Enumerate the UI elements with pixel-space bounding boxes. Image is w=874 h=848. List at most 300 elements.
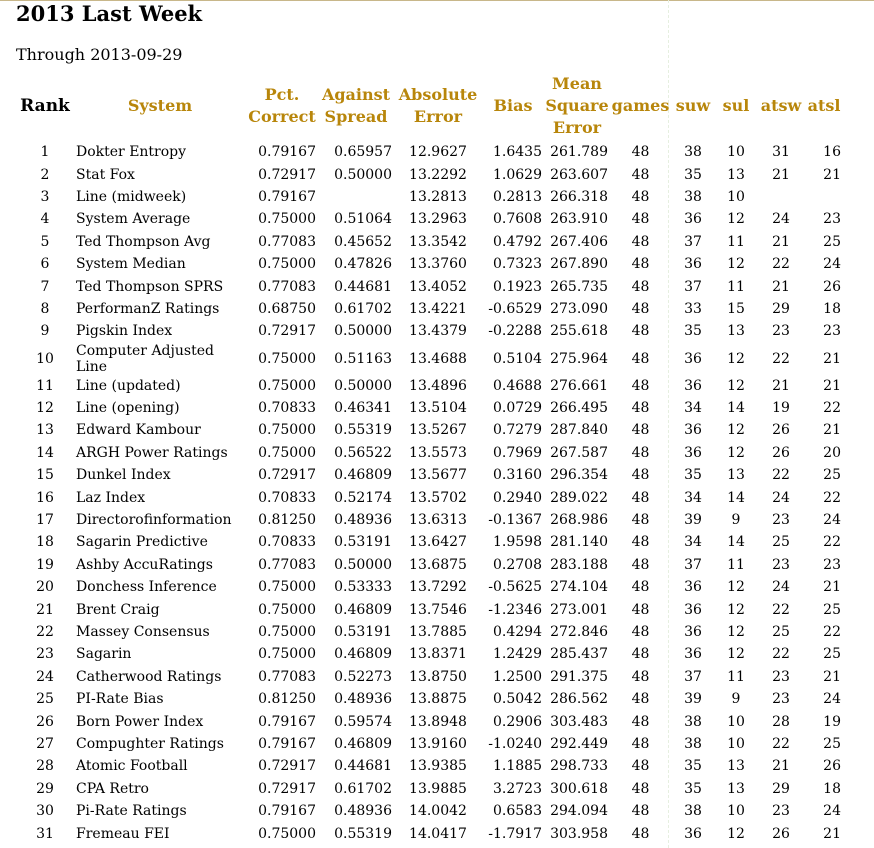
cell-bias: 1.0629 bbox=[493, 166, 542, 183]
cell-atsw: 23 bbox=[772, 691, 790, 708]
cell-atsl: 25 bbox=[823, 646, 841, 663]
cell-pct-correct: 0.68750 bbox=[258, 300, 316, 317]
table-row bbox=[16, 231, 843, 253]
cell-mse: 276.661 bbox=[550, 377, 608, 394]
cell-rank: 7 bbox=[40, 278, 50, 295]
cell-games: 48 bbox=[631, 323, 650, 340]
cell-bias: 0.1923 bbox=[493, 278, 542, 295]
cell-pct-correct: 0.81250 bbox=[258, 691, 316, 708]
cell-system: Fremeau FEI bbox=[76, 825, 170, 842]
cell-suw: 39 bbox=[684, 691, 702, 708]
table-row bbox=[16, 141, 843, 163]
cell-bias: 0.7323 bbox=[493, 256, 542, 273]
cell-suw: 37 bbox=[684, 233, 702, 250]
cell-atsw: 29 bbox=[772, 780, 790, 797]
cell-games: 48 bbox=[631, 422, 650, 439]
cell-pct-correct: 0.70833 bbox=[258, 400, 316, 417]
cell-games: 48 bbox=[631, 278, 650, 295]
cell-against-spread: 0.46809 bbox=[334, 646, 392, 663]
cell-suw: 35 bbox=[684, 758, 702, 775]
cell-mse: 267.890 bbox=[550, 256, 608, 273]
cell-suw: 36 bbox=[684, 422, 702, 439]
cell-games: 48 bbox=[631, 713, 650, 730]
cell-mse: 266.318 bbox=[550, 188, 608, 205]
cell-sul: 12 bbox=[727, 601, 745, 618]
cell-system: Sagarin bbox=[76, 646, 132, 663]
cell-bias: 1.6435 bbox=[493, 144, 542, 161]
cell-bias: 0.2906 bbox=[493, 713, 542, 730]
cell-system: CPA Retro bbox=[76, 780, 149, 797]
cell-rank: 29 bbox=[36, 780, 54, 797]
cell-rank: 27 bbox=[36, 735, 54, 752]
cell-mse: 255.618 bbox=[550, 323, 608, 340]
cell-absolute-error: 13.5573 bbox=[409, 444, 467, 461]
cell-system: Line (opening) bbox=[76, 400, 180, 417]
cell-absolute-error: 13.5702 bbox=[409, 489, 467, 506]
cell-bias: 0.2708 bbox=[493, 556, 542, 573]
cell-pct-correct: 0.81250 bbox=[258, 512, 316, 529]
table-row bbox=[16, 375, 843, 397]
cell-sul: 11 bbox=[727, 668, 745, 685]
cell-against-spread: 0.50000 bbox=[334, 166, 392, 183]
cell-rank: 8 bbox=[40, 300, 50, 317]
cell-sul: 13 bbox=[727, 323, 745, 340]
cell-pct-correct: 0.75000 bbox=[258, 377, 316, 394]
cell-absolute-error: 13.6427 bbox=[409, 534, 467, 551]
cell-atsl: 21 bbox=[823, 422, 841, 439]
cell-pct-correct: 0.79167 bbox=[258, 144, 316, 161]
header-games: games bbox=[611, 95, 670, 115]
table-row bbox=[16, 598, 843, 620]
cell-games: 48 bbox=[631, 400, 650, 417]
cell-bias: -1.2346 bbox=[488, 601, 542, 618]
cell-mse: 289.022 bbox=[550, 489, 608, 506]
table-row bbox=[16, 464, 843, 486]
cell-atsl: 21 bbox=[823, 825, 841, 842]
cell-bias: 0.2940 bbox=[493, 489, 542, 506]
cell-rank: 25 bbox=[36, 691, 54, 708]
cell-mse: 275.964 bbox=[550, 350, 608, 367]
cell-atsl: 18 bbox=[823, 300, 841, 317]
cell-atsw: 29 bbox=[772, 300, 790, 317]
cell-atsl: 23 bbox=[823, 211, 841, 228]
cell-pct-correct: 0.72917 bbox=[258, 467, 316, 484]
cell-system: PerformanZ Ratings bbox=[76, 300, 220, 317]
cell-suw: 36 bbox=[684, 211, 702, 228]
cell-suw: 35 bbox=[684, 323, 702, 340]
cell-sul: 10 bbox=[727, 144, 745, 161]
cell-rank: 11 bbox=[36, 377, 54, 394]
cell-pct-correct: 0.72917 bbox=[258, 166, 316, 183]
cell-sul: 12 bbox=[727, 444, 745, 461]
table-row bbox=[16, 163, 843, 185]
cell-suw: 36 bbox=[684, 624, 702, 640]
cell-against-spread: 0.48936 bbox=[334, 691, 392, 708]
cell-bias: -1.0240 bbox=[488, 735, 542, 752]
cell-sul: 12 bbox=[727, 624, 745, 640]
table-row bbox=[16, 419, 843, 441]
cell-mse: 286.562 bbox=[550, 691, 608, 708]
table-row bbox=[16, 253, 843, 275]
cell-mse: 285.437 bbox=[550, 646, 608, 663]
cell-suw: 35 bbox=[684, 780, 702, 797]
cell-atsw: 21 bbox=[772, 758, 790, 775]
cell-system: Edward Kambour bbox=[76, 422, 201, 439]
cell-games: 48 bbox=[631, 780, 650, 797]
cell-atsl: 22 bbox=[823, 489, 841, 506]
table-row bbox=[16, 531, 843, 553]
cell-absolute-error: 13.5104 bbox=[409, 400, 467, 417]
cell-sul: 10 bbox=[727, 713, 745, 730]
cell-suw: 35 bbox=[684, 467, 702, 484]
table-row bbox=[16, 275, 843, 297]
cell-atsw: 23 bbox=[772, 668, 790, 685]
cell-suw: 37 bbox=[684, 278, 702, 295]
cell-atsw bbox=[757, 186, 805, 208]
cell-against-spread: 0.53191 bbox=[334, 534, 392, 551]
cell-bias: 1.9598 bbox=[493, 534, 542, 551]
cell-against-spread: 0.55319 bbox=[334, 825, 392, 842]
cell-games: 48 bbox=[631, 350, 650, 367]
cell-sul: 13 bbox=[727, 758, 745, 775]
cell-pct-correct: 0.75000 bbox=[258, 624, 316, 640]
cell-atsl: 25 bbox=[823, 735, 841, 752]
cell-pct-correct: 0.79167 bbox=[258, 735, 316, 752]
cell-system: Dunkel Index bbox=[76, 467, 171, 484]
cell-atsl: 21 bbox=[823, 579, 841, 596]
header-pct-line1: Pct. bbox=[264, 84, 300, 104]
cell-against-spread: 0.50000 bbox=[334, 323, 392, 340]
cell-atsl: 25 bbox=[823, 233, 841, 250]
table-row bbox=[16, 733, 843, 755]
cell-against-spread: 0.46809 bbox=[334, 467, 392, 484]
cell-sul: 10 bbox=[727, 803, 745, 820]
cell-absolute-error: 13.3542 bbox=[409, 233, 467, 250]
page-title: 2013 Last Week bbox=[16, 1, 203, 26]
cell-rank: 12 bbox=[36, 400, 54, 417]
cell-atsl: 25 bbox=[823, 467, 841, 484]
table-row bbox=[16, 186, 843, 208]
cell-pct-correct: 0.75000 bbox=[258, 350, 316, 367]
cell-suw: 36 bbox=[684, 601, 702, 618]
cell-suw: 38 bbox=[684, 188, 702, 205]
cell-pct-correct: 0.75000 bbox=[258, 646, 316, 663]
cell-atsw: 28 bbox=[772, 713, 790, 730]
cell-bias: 0.6583 bbox=[493, 803, 542, 820]
cell-pct-correct: 0.75000 bbox=[258, 256, 316, 273]
cell-games: 48 bbox=[631, 467, 650, 484]
cell-rank: 10 bbox=[36, 350, 54, 367]
cell-rank: 31 bbox=[36, 825, 54, 842]
header-against-spread bbox=[318, 70, 394, 141]
cell-sul: 10 bbox=[727, 735, 745, 752]
cell-absolute-error: 13.7885 bbox=[409, 624, 467, 640]
cell-pct-correct: 0.75000 bbox=[258, 211, 316, 228]
cell-absolute-error: 13.4688 bbox=[409, 350, 467, 367]
cell-absolute-error: 14.0042 bbox=[409, 803, 467, 820]
table-row bbox=[16, 643, 843, 665]
cell-system: Computer Adjusted Line bbox=[76, 342, 214, 375]
cell-atsw: 31 bbox=[772, 144, 790, 161]
through-date: Through 2013-09-29 bbox=[16, 45, 183, 64]
header-pct-line2: Correct bbox=[248, 106, 316, 126]
cell-against-spread: 0.46341 bbox=[334, 400, 392, 417]
cell-atsl: 21 bbox=[823, 668, 841, 685]
cell-pct-correct: 0.77083 bbox=[258, 556, 316, 573]
cell-bias: -0.6529 bbox=[488, 300, 542, 317]
cell-system: Ted Thompson SPRS bbox=[76, 278, 224, 295]
cell-absolute-error: 13.8875 bbox=[409, 691, 467, 708]
header-bias: Bias bbox=[493, 95, 533, 115]
cell-bias: 3.2723 bbox=[493, 780, 542, 797]
cell-rank: 14 bbox=[36, 444, 54, 461]
cell-sul: 11 bbox=[727, 233, 745, 250]
cell-rank: 4 bbox=[40, 211, 50, 228]
cell-mse: 261.789 bbox=[550, 144, 608, 161]
cell-rank: 6 bbox=[40, 256, 50, 273]
cell-atsw: 21 bbox=[772, 233, 790, 250]
table-row bbox=[16, 554, 843, 576]
cell-against-spread: 0.55319 bbox=[334, 422, 392, 439]
cell-against-spread: 0.53333 bbox=[334, 579, 392, 596]
cell-pct-correct: 0.75000 bbox=[258, 444, 316, 461]
cell-rank: 22 bbox=[36, 624, 54, 640]
cell-bias: -1.7917 bbox=[488, 825, 542, 842]
cell-pct-correct: 0.79167 bbox=[258, 188, 316, 205]
cell-against-spread: 0.44681 bbox=[334, 278, 392, 295]
cell-bias: -0.5625 bbox=[488, 579, 542, 596]
cell-atsw: 22 bbox=[772, 350, 790, 367]
cell-absolute-error: 13.4379 bbox=[409, 323, 467, 340]
table-row bbox=[16, 320, 843, 342]
table-row bbox=[16, 576, 843, 598]
cell-mse: 273.090 bbox=[550, 300, 608, 317]
cell-bias: 0.4688 bbox=[493, 377, 542, 394]
cell-rank: 16 bbox=[36, 489, 54, 506]
cell-absolute-error: 13.6313 bbox=[409, 512, 467, 529]
cell-system: Massey Consensus bbox=[76, 624, 210, 640]
cell-system: Brent Craig bbox=[76, 601, 160, 618]
header-atsw: atsw bbox=[760, 95, 802, 115]
header-mse-line1: Mean bbox=[552, 73, 602, 93]
cell-suw: 35 bbox=[684, 166, 702, 183]
cell-atsl: 22 bbox=[823, 534, 841, 551]
cell-system: Laz Index bbox=[76, 489, 146, 506]
cell-against-spread: 0.47826 bbox=[334, 256, 392, 273]
cell-against-spread: 0.51064 bbox=[334, 211, 392, 228]
header-ats-line1: Against bbox=[321, 84, 391, 104]
cell-atsw: 22 bbox=[772, 256, 790, 273]
cell-atsl: 21 bbox=[823, 350, 841, 367]
cell-system: PI-Rate Bias bbox=[76, 691, 164, 708]
cell-against-spread: 0.59574 bbox=[334, 713, 392, 730]
cell-mse: 268.986 bbox=[550, 512, 608, 529]
cell-atsl: 20 bbox=[823, 444, 841, 461]
cell-atsl: 19 bbox=[823, 713, 841, 730]
cell-atsw: 25 bbox=[772, 624, 790, 640]
cell-atsw: 24 bbox=[772, 489, 790, 506]
cell-system: Compughter Ratings bbox=[76, 735, 224, 752]
cell-pct-correct: 0.72917 bbox=[258, 323, 316, 340]
table-row bbox=[16, 822, 843, 844]
header-mse-line2: Square bbox=[545, 95, 609, 115]
cell-games: 48 bbox=[631, 624, 650, 640]
cell-games: 48 bbox=[631, 825, 650, 842]
cell-atsl: 22 bbox=[823, 624, 841, 640]
cell-pct-correct: 0.70833 bbox=[258, 534, 316, 551]
cell-sul: 12 bbox=[727, 211, 745, 228]
table-row bbox=[16, 755, 843, 777]
cell-atsl: 24 bbox=[823, 512, 841, 529]
cell-against-spread: 0.45652 bbox=[334, 233, 392, 250]
table-row bbox=[16, 343, 843, 375]
cell-atsw: 22 bbox=[772, 601, 790, 618]
cell-mse: 274.104 bbox=[550, 579, 608, 596]
cell-pct-correct: 0.75000 bbox=[258, 825, 316, 842]
cell-sul: 12 bbox=[727, 646, 745, 663]
cell-suw: 34 bbox=[684, 489, 702, 506]
cell-games: 48 bbox=[631, 233, 650, 250]
cell-bias: 0.7279 bbox=[493, 422, 542, 439]
cell-atsl: 16 bbox=[823, 144, 841, 161]
cell-suw: 37 bbox=[684, 668, 702, 685]
cell-sul: 10 bbox=[727, 188, 745, 205]
cell-atsw: 26 bbox=[772, 422, 790, 439]
cell-mse: 272.846 bbox=[550, 624, 608, 640]
cell-rank: 17 bbox=[36, 512, 54, 529]
cell-mse: 294.094 bbox=[550, 803, 608, 820]
cell-against-spread bbox=[318, 186, 394, 208]
cell-atsw: 22 bbox=[772, 646, 790, 663]
cell-absolute-error: 13.7292 bbox=[409, 579, 467, 596]
cell-absolute-error: 13.5267 bbox=[409, 422, 467, 439]
header-mse-line3: Error bbox=[552, 117, 602, 137]
cell-absolute-error: 13.2813 bbox=[409, 188, 467, 205]
cell-absolute-error: 13.5677 bbox=[409, 467, 467, 484]
cell-suw: 36 bbox=[684, 444, 702, 461]
cell-games: 48 bbox=[631, 166, 650, 183]
cell-atsw: 19 bbox=[772, 400, 790, 417]
cell-absolute-error: 12.9627 bbox=[409, 144, 467, 161]
cell-against-spread: 0.61702 bbox=[334, 300, 392, 317]
cell-bias: 0.7969 bbox=[493, 444, 542, 461]
cell-absolute-error: 13.2292 bbox=[409, 166, 467, 183]
header-atsl: atsl bbox=[807, 95, 841, 115]
cell-rank: 19 bbox=[36, 556, 54, 573]
cell-games: 48 bbox=[631, 556, 650, 573]
cell-against-spread: 0.44681 bbox=[334, 758, 392, 775]
cell-sul: 12 bbox=[727, 377, 745, 394]
cell-sul: 14 bbox=[727, 534, 745, 551]
cell-mse: 265.735 bbox=[550, 278, 608, 295]
cell-suw: 36 bbox=[684, 350, 702, 367]
cell-against-spread: 0.50000 bbox=[334, 377, 392, 394]
cell-against-spread: 0.48936 bbox=[334, 512, 392, 529]
header-pct-correct bbox=[246, 70, 318, 141]
table-row bbox=[16, 509, 843, 531]
cell-pct-correct: 0.75000 bbox=[258, 422, 316, 439]
cell-bias: 0.0729 bbox=[493, 400, 542, 417]
cell-games: 48 bbox=[631, 489, 650, 506]
cell-mse: 303.483 bbox=[550, 713, 608, 730]
header-mean-square-error bbox=[544, 70, 610, 141]
cell-system: Line (updated) bbox=[76, 377, 181, 394]
cell-suw: 34 bbox=[684, 400, 702, 417]
cell-atsw: 23 bbox=[772, 803, 790, 820]
cell-games: 48 bbox=[631, 300, 650, 317]
cell-bias: 0.7608 bbox=[493, 211, 542, 228]
cell-games: 48 bbox=[631, 211, 650, 228]
cell-absolute-error: 13.8750 bbox=[409, 668, 467, 685]
cell-games: 48 bbox=[631, 512, 650, 529]
cell-sul: 9 bbox=[731, 512, 741, 529]
cell-rank: 13 bbox=[36, 422, 54, 439]
cell-rank: 21 bbox=[36, 601, 54, 618]
header-sul: sul bbox=[722, 95, 750, 115]
cell-mse: 263.607 bbox=[550, 166, 608, 183]
cell-sul: 14 bbox=[727, 400, 745, 417]
cell-pct-correct: 0.77083 bbox=[258, 233, 316, 250]
cell-sul: 12 bbox=[727, 579, 745, 596]
cell-atsl: 21 bbox=[823, 166, 841, 183]
cell-absolute-error: 13.7546 bbox=[409, 601, 467, 618]
cell-suw: 36 bbox=[684, 256, 702, 273]
header-abs-line2: Error bbox=[413, 106, 463, 126]
cell-atsw: 26 bbox=[772, 825, 790, 842]
cell-absolute-error: 14.0417 bbox=[409, 825, 467, 842]
cell-atsw: 25 bbox=[772, 534, 790, 551]
cell-mse: 281.140 bbox=[550, 534, 608, 551]
cell-atsl bbox=[805, 186, 843, 208]
cell-pct-correct: 0.77083 bbox=[258, 278, 316, 295]
cell-atsl: 18 bbox=[823, 780, 841, 797]
cell-system: Pigskin Index bbox=[76, 323, 173, 340]
cell-system: Pi-Rate Ratings bbox=[76, 803, 187, 820]
table-row bbox=[16, 208, 843, 230]
cell-bias: 0.4294 bbox=[493, 624, 542, 640]
cell-bias: -0.2288 bbox=[488, 323, 542, 340]
cell-mse: 263.910 bbox=[550, 211, 608, 228]
table-row bbox=[16, 442, 843, 464]
cell-rank: 2 bbox=[40, 166, 50, 183]
cell-mse: 298.733 bbox=[550, 758, 608, 775]
cell-games: 48 bbox=[631, 646, 650, 663]
cell-suw: 38 bbox=[684, 735, 702, 752]
cell-atsw: 21 bbox=[772, 166, 790, 183]
cell-rank: 26 bbox=[36, 713, 54, 730]
table-row bbox=[16, 710, 843, 732]
cell-mse: 300.618 bbox=[550, 780, 608, 797]
cell-pct-correct: 0.79167 bbox=[258, 713, 316, 730]
cell-system: Ted Thompson Avg bbox=[76, 233, 211, 250]
cell-bias: 1.2500 bbox=[493, 668, 542, 685]
cell-sul: 12 bbox=[727, 422, 745, 439]
header-system: System bbox=[127, 95, 193, 115]
cell-suw: 34 bbox=[684, 534, 702, 551]
cell-absolute-error: 13.4896 bbox=[409, 377, 467, 394]
cell-system: Born Power Index bbox=[76, 713, 204, 730]
cell-suw: 38 bbox=[684, 803, 702, 820]
cell-mse: 283.188 bbox=[550, 556, 608, 573]
cell-system: System Average bbox=[76, 211, 191, 228]
cell-suw: 36 bbox=[684, 377, 702, 394]
cell-rank: 15 bbox=[36, 467, 54, 484]
cell-against-spread: 0.52174 bbox=[334, 489, 392, 506]
cell-system: Ashby AccuRatings bbox=[76, 556, 213, 573]
cell-system: ARGH Power Ratings bbox=[76, 444, 228, 461]
cell-bias: 1.1885 bbox=[493, 758, 542, 775]
cell-atsl: 25 bbox=[823, 601, 841, 618]
